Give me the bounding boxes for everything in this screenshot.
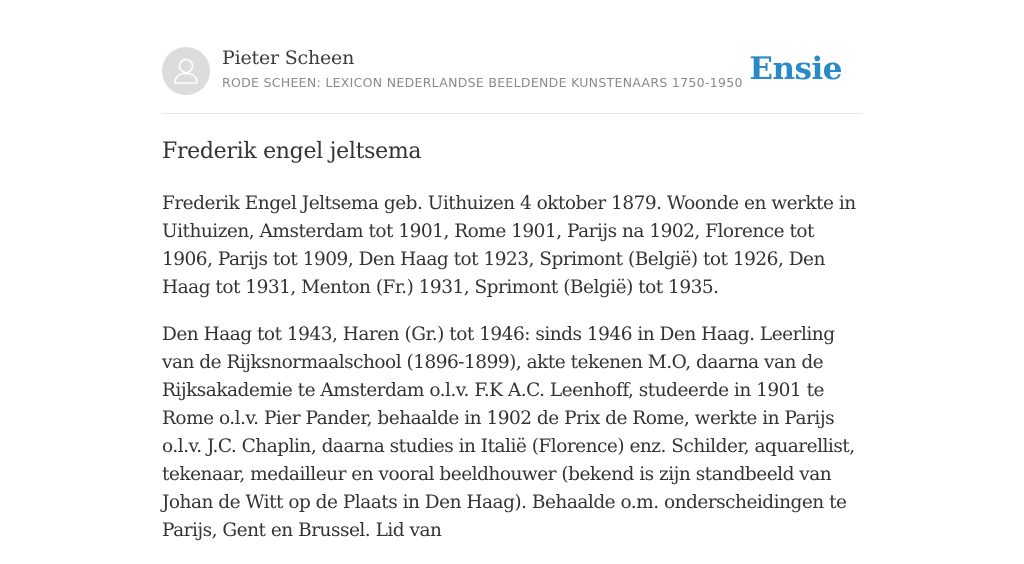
author-name[interactable]: Pieter Scheen [222, 47, 355, 69]
article-paragraph: Den Haag tot 1943, Haren (Gr.) tot 1946: sinds 1946 in Den Haag. Leerling van de Rijksnormaalschool (1896-1899), akte tekenen M.O, daarna van de Rijksakademie te Amsterdam o.l.v. F.K A.C. Leenhoff, studeerde in 1901 te Rome o.l.v. Pier Pander, behaalde in 1902 de Prix de Rome, werkte in Parijs o.l.v. J.C. Chaplin, daarna studies in Italië (Florence) enz. Schilder, aquarellist, tekenaar, medailleur en vooral beeldhouwer (bekend is zijn standbeeld van Johan de Witt op de Plaats in Den Haag). Behaalde o.m. onderscheidingen te Parijs, Gent en Brussel. Lid van [162, 324, 855, 541]
avatar[interactable] [162, 47, 210, 95]
article-body [162, 190, 867, 564]
article-paragraph: Frederik Engel Jeltsema geb. Uithuizen 4 oktober 1879. Woonde en werkte in Uithuizen, Amsterdam tot 1901, Rome 1901, Parijs na 1902, Florence tot 1906, Parijs tot 1909, Den Haag tot 1923, Sprimont (België) tot 1926, Den Haag tot 1931, Menton (Fr.) 1931, Sprimont (België) tot 1935. [162, 193, 856, 298]
article-header [162, 45, 862, 97]
header-divider [162, 113, 862, 114]
source-title[interactable]: RODE SCHEEN: LEXICON NEDERLANDSE BEELDENDE KUNSTENAARS 1750-1950 [222, 75, 743, 90]
article-title: Frederik engel jeltsema [162, 139, 422, 164]
ensie-logo[interactable]: Ensie [749, 51, 842, 87]
user-icon [162, 47, 210, 95]
